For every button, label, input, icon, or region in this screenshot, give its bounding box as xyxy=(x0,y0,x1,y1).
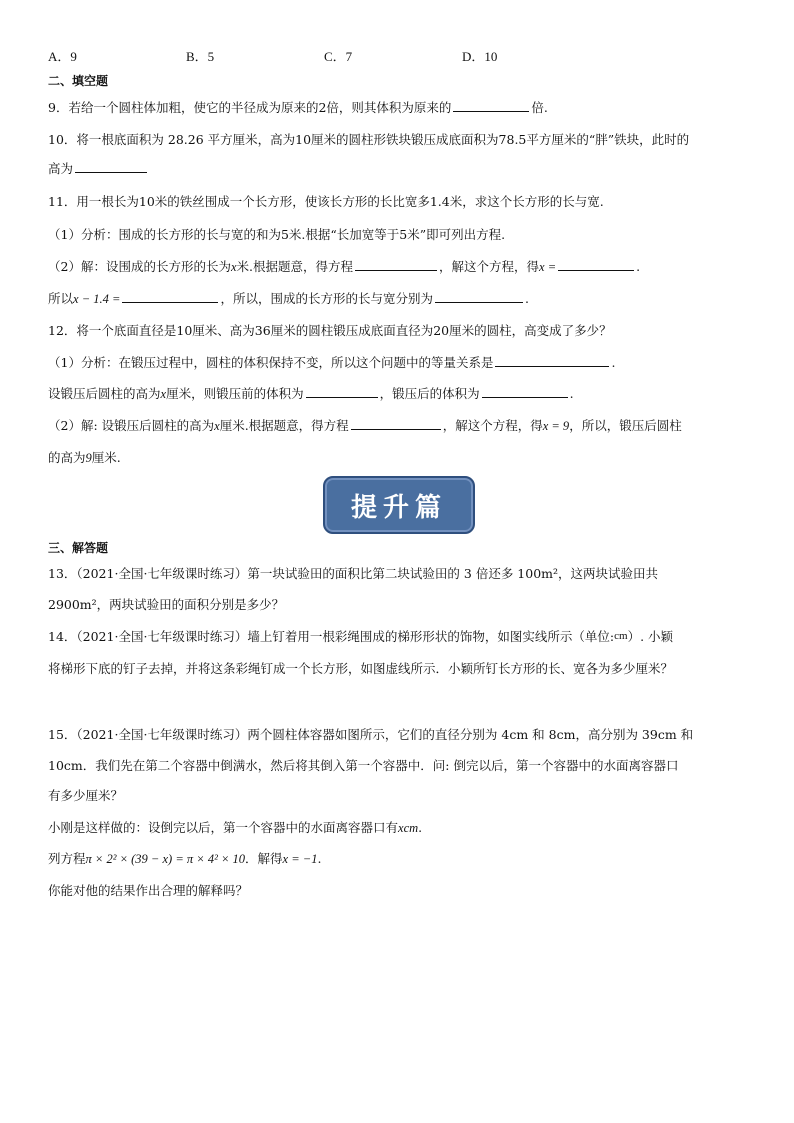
option-a: A．9 xyxy=(48,49,77,64)
q12-volume-after-blank[interactable] xyxy=(482,385,568,398)
q12-relation-blank[interactable] xyxy=(495,354,609,367)
question-12-part2 xyxy=(48,417,754,435)
question-11-part3: 所以x − 1.4 = ，所以，围成的长方形的长与宽分别为 . xyxy=(48,291,529,306)
q12-p4-text: 的高为 xyxy=(48,450,86,465)
question-15-line2: 10cm．我们先在第二个容器中倒满水，然后将其倒入第一个容器中．问: 倒完以后，第一个容器中的水面离容器口 xyxy=(48,758,679,773)
question-14-line2: 将梯形下底的钉子去掉，并将这条彩绳钉成一个长方形，如图虚线所示．小颖所钉长方形的长、宽各为多少厘米？ xyxy=(48,661,674,676)
q11-equation-blank[interactable] xyxy=(355,258,437,271)
q12-p3-text-e: ，所以，锻压后圆柱 xyxy=(569,418,682,433)
q11-solution-blank[interactable] xyxy=(558,258,634,271)
q12-p2-text: 设锻压后圆柱的高为 xyxy=(48,386,161,401)
section-title-solve: 三、解答题 xyxy=(48,541,109,555)
q12-p3-text-b: 厘米.根据题意，得方程 xyxy=(219,418,349,433)
question-9 xyxy=(48,99,754,117)
q10-blank[interactable] xyxy=(75,160,147,173)
question-12-part1: （1）分析：在锻压过程中，圆柱的体积保持不变，所以这个问题中的等量关系是 . xyxy=(48,355,616,370)
q12-p2-text-b: 厘米，则锻压前的体积为 xyxy=(166,386,304,401)
advanced-section-banner: 提升篇 xyxy=(323,476,475,534)
q11-answer-blank[interactable] xyxy=(435,290,523,303)
question-13-line2: 2900m²，两块试验田的面积分别是多少？ xyxy=(48,597,285,612)
q12-p1-text: （1）分析：在锻压过程中，圆柱的体积保持不变，所以这个问题中的等量关系是 xyxy=(48,355,494,370)
q14-text: 14．（2021·全国·七年级课时练习）墙上钉着用一根彩绳围成的梯形形状的饰物，如图实线所示（单位: xyxy=(48,629,615,644)
q12-p4-text-b: 厘米. xyxy=(91,450,121,465)
q15-period: . xyxy=(317,851,322,866)
question-13-line1: 13．（2021·全国·七年级课时练习）第一块试验田的面积比第二块试验田的 3 倍还多 100m²，这两块试验田共 xyxy=(48,566,659,581)
q11-p3-text: 所以 xyxy=(48,291,74,306)
question-15-line3: 有多少厘米？ xyxy=(48,788,124,803)
question-15-line4 xyxy=(48,819,754,837)
q11-p3-text-b: ，所以，围成的长方形的长与宽分别为 xyxy=(220,291,433,306)
option-b: B．5 xyxy=(186,49,215,64)
q11-p2-text: （2）解：设围成的长方形的长为 xyxy=(48,259,231,274)
variable-x-eq: x = xyxy=(539,260,557,274)
q12-p2-text-c: ，锻压后的体积为 xyxy=(379,386,480,401)
question-15-line5 xyxy=(48,850,754,868)
q15-text-b: . xyxy=(418,820,423,835)
q12-equation-blank[interactable] xyxy=(351,417,441,430)
variable-x: x xyxy=(214,419,220,433)
expression: x − 1.4 = xyxy=(73,292,121,306)
q15-solve-label: ．解得 xyxy=(245,851,283,866)
question-12-part1b: 设锻压后圆柱的高为x厘米，则锻压前的体积为 ，锻压后的体积为 . xyxy=(48,386,574,401)
variable-xcm: xcm xyxy=(398,821,419,835)
question-11-part1: （1）分析：围成的长方形的长与宽的和为5米.根据“长加宽等于5米”即可列出方程. xyxy=(48,227,506,242)
question-10-line1: 10．将一根底面积为 28.26 平方厘米，高为10厘米的圆柱形铁块锻压成底面积为78.5平方厘米的“胖”铁块，此时的 xyxy=(48,132,690,147)
question-12-part2b xyxy=(48,449,754,467)
question-15-line1: 15．（2021·全国·七年级课时练习）两个圆柱体容器如图所示，它们的直径分别为 4cm 和 8cm，高分别为 39cm 和 xyxy=(48,727,694,742)
q11-p2-text-c: ，解这个方程，得 xyxy=(439,259,540,274)
q9-blank[interactable] xyxy=(453,99,529,112)
q10-text: 高为 xyxy=(48,161,74,176)
question-15-line6: 你能对他的结果作出合理的解释吗？ xyxy=(48,883,249,898)
option-c: C．7 xyxy=(324,49,353,64)
option-d: D．10 xyxy=(462,49,498,64)
q12-volume-before-blank[interactable] xyxy=(306,385,378,398)
q11-width-blank[interactable] xyxy=(122,290,218,303)
q9-post: 倍. xyxy=(531,100,548,115)
variable-x: x xyxy=(160,387,167,401)
solution: x = 9 xyxy=(542,419,570,433)
q15-eq-label: 列方程 xyxy=(48,851,86,866)
question-11-part2: （2）解：设围成的长方形的长为x米.根据题意，得方程 ，解这个方程，得x = . xyxy=(48,259,641,274)
q14-text-b: ）. 小颖 xyxy=(627,629,674,644)
q12-p3-text: （2）解: 设锻压后圆柱的高为 xyxy=(48,418,215,433)
q9-text: 9．若给一个圆柱体加粗，使它的半径成为原来的2倍，则其体积为原来的 xyxy=(48,100,452,115)
equation: π × 2² × (39 − x) = π × 4² × 10 xyxy=(85,852,246,866)
unit-cm: cm xyxy=(614,630,628,642)
solution: x = −1 xyxy=(282,852,318,866)
q15-text: 小刚是这样做的：设倒完以后，第一个容器中的水面离容器口有 xyxy=(48,820,399,835)
question-12-stem: 12．将一个底面直径是10厘米、高为36厘米的圆柱锻压成底面直径为20厘米的圆柱，高变成了多少？ xyxy=(48,323,612,338)
q11-p2-text-b: 米.根据题意，得方程 xyxy=(236,259,354,274)
q12-p3-text-c: ，解这个方程，得 xyxy=(442,418,543,433)
question-14-line1 xyxy=(48,627,754,646)
question-10-line2 xyxy=(48,160,754,178)
height-value: 9 xyxy=(85,451,92,465)
variable-x: x xyxy=(230,260,237,274)
section-title-fill-blank: 二、填空题 xyxy=(48,74,109,88)
question-11-stem: 11．用一根长为10米的铁丝围成一个长方形，使该长方形的长比宽多1.4米，求这个长方形的长与宽. xyxy=(48,194,604,209)
